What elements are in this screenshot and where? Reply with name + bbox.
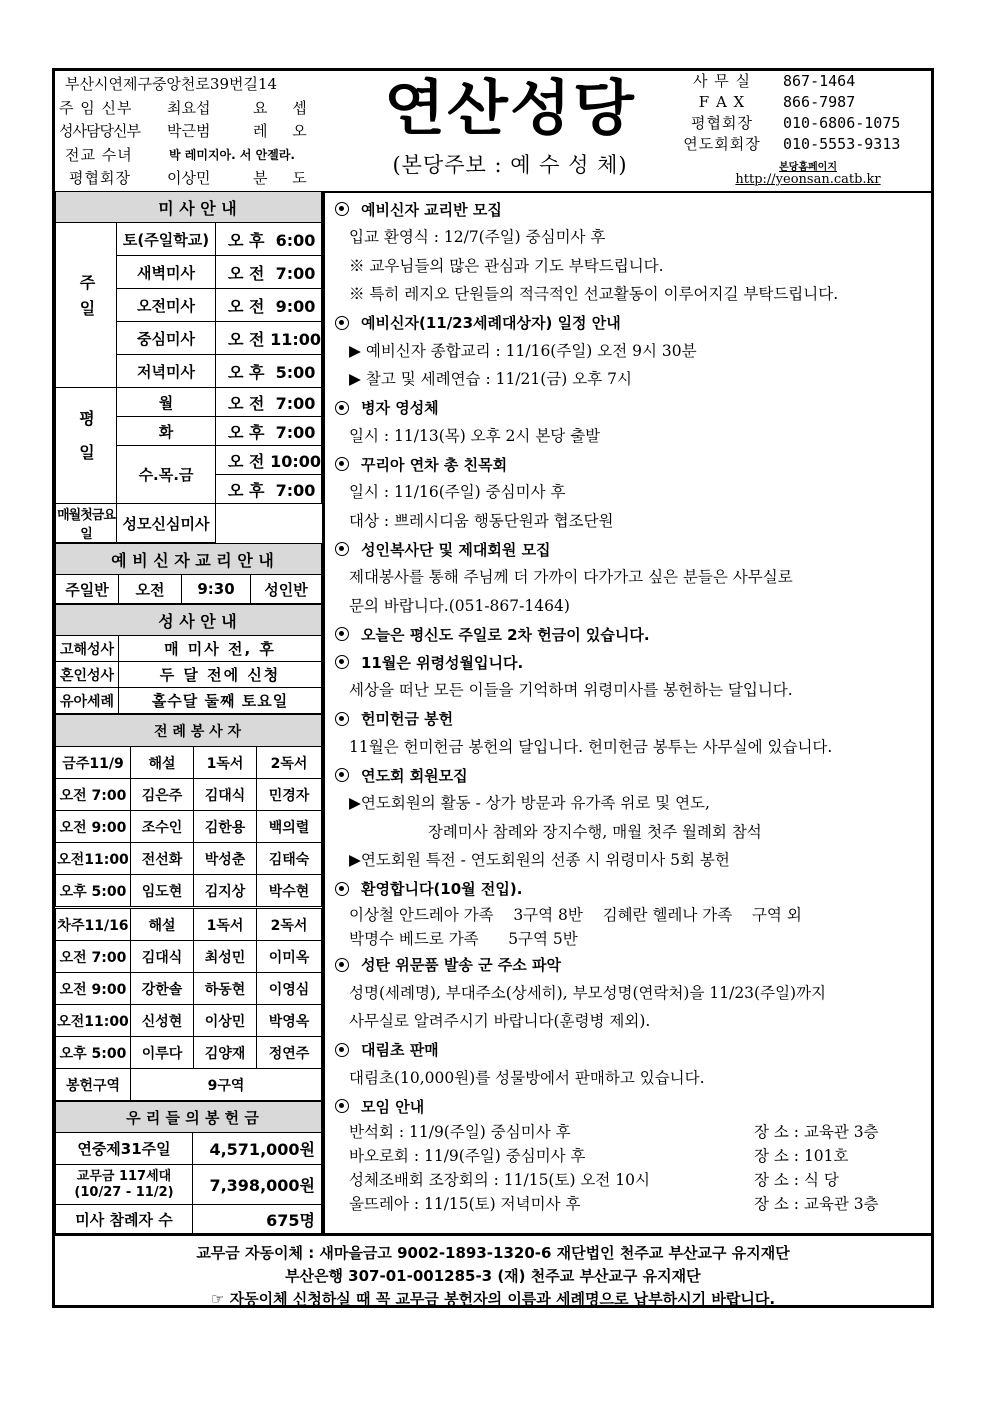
- attendance-label: 미사 참례자 수: [56, 1205, 193, 1235]
- notices: [327, 191, 931, 1216]
- notice-title: 환영합니다(10월 전입).: [335, 875, 931, 903]
- mass-time: 오 후 7:00: [216, 417, 322, 446]
- notice-line: ▶연도회원 특전 - 연도회원의 선종 시 위령미사 5회 봉헌: [349, 851, 730, 869]
- notice-line: 문의 바랍니다.(051-867-1464): [349, 596, 570, 615]
- section-title: 예 비 신 자 교 리 안 내: [56, 544, 322, 575]
- bullet-icon: [335, 768, 349, 782]
- sacrament-value: 홀수달 둘째 토요일: [119, 688, 322, 714]
- mass-name: 월: [117, 388, 216, 417]
- table-row: 오후 5:00 이루다 김양재 정연주: [56, 1037, 322, 1069]
- catechumen-time: 9:30: [182, 575, 251, 604]
- mass-name: 새벽미사: [117, 256, 216, 289]
- mass-time: 오 후 6:00: [216, 223, 322, 256]
- column-header: 2독서: [257, 908, 322, 941]
- notice-title: 예비신자 교리반 모집: [335, 195, 931, 223]
- sacraments-table: [55, 604, 322, 714]
- staff-row: [59, 167, 323, 188]
- staff-saint: 레 오: [253, 122, 317, 140]
- liturgy-ministers-table: [55, 714, 322, 1101]
- catechumen-class: 주일반: [56, 575, 119, 604]
- contact-yeondo-president: 연도회회장 010-5553-9313: [683, 135, 901, 153]
- mass-time: 오 전 10:00: [216, 446, 322, 475]
- notice-line: ※ 교우님들의 많은 관심과 기도 부탁드립니다.: [349, 256, 664, 275]
- notice-title: 11월은 위령성월입니다.: [335, 648, 931, 676]
- table-row: 오전11:00 신성현 이상민 박영옥: [56, 1005, 322, 1037]
- bullet-icon: [335, 1043, 349, 1057]
- auto-transfer-line: 교무금 자동이체 : 새마을금고 9002-1893-1320-6 재단법인 천주교 부산교구 유지재단: [196, 1244, 790, 1262]
- mass-name: 저녁미사: [117, 355, 216, 388]
- bullet-icon: [335, 655, 349, 669]
- parish-title: 연산성당: [384, 74, 636, 144]
- bullet-icon: [335, 202, 349, 216]
- notice-line: 성명(세례명), 부대주소(상세히), 부모성명(연락처)을 11/23(주일)까지: [349, 983, 827, 1002]
- contact-council-president: 평협회장 010-6806-1075: [691, 114, 901, 132]
- notice-line: 입교 환영식 : 12/7(주일) 중심미사 후: [349, 228, 606, 246]
- meeting-row: 성체조배회 조장회의 : 11/15(토) 오전 10시 장 소 : 식 당: [349, 1171, 839, 1189]
- notice-line: 일시 : 11/13(목) 오후 2시 본당 출발: [349, 426, 601, 445]
- mass-schedule-table: [55, 191, 322, 543]
- notice-title: 예비신자(11/23세례대상자) 일정 안내: [335, 309, 931, 337]
- notice-line: 장례미사 참례와 장지수행, 매월 첫주 월례회 참석: [349, 822, 762, 841]
- catechumen-table: [55, 543, 322, 604]
- notice-line: 대상 : 쁘레시디움 행동단원과 협조단원: [349, 511, 614, 530]
- notice-title: 모임 안내: [335, 1092, 931, 1120]
- notice-line: 대림초(10,000원)를 성물방에서 판매하고 있습니다.: [349, 1068, 705, 1087]
- staff-name: 이상민: [167, 169, 211, 187]
- notice-line: 일시 : 11/16(주일) 중심미사 후: [349, 483, 566, 501]
- notice-line: ▶연도회원의 활동 - 상가 방문과 유가족 위로 및 연도,: [349, 794, 710, 812]
- sacrament-value: 두 달 전에 신청: [119, 662, 322, 688]
- meeting-row: 바오로회 : 11/9(주일) 중심미사 후 장 소 : 101호: [349, 1147, 849, 1165]
- notice-line: 박명수 베드로 가족 5구역 5반: [349, 929, 578, 948]
- notice-line: ※ 특히 레지오 단원들의 적극적인 선교활동이 이루어지길 부탁드립니다.: [349, 285, 839, 303]
- sacrament-name: 혼인성사: [56, 662, 119, 688]
- bullet-icon: [335, 882, 349, 896]
- notice-title: 병자 영성체: [335, 394, 931, 422]
- bullet-icon: [335, 457, 349, 471]
- parish-info: [55, 71, 325, 191]
- staff-name: 최요섭: [167, 99, 211, 117]
- section-title: 성 사 안 내: [56, 605, 322, 636]
- table-row: 오전 9:00 조수인 김한용 백의렬: [56, 811, 322, 843]
- first-friday-value: 성모신심미사: [117, 504, 216, 543]
- notice-line: ☞ 자동이체 신청하실 때 꼭 교무금 봉헌자의 이름과 세례명으로 납부하시기 바랍니다.: [210, 1290, 776, 1308]
- mass-time: 오 전 7:00: [216, 388, 322, 417]
- footer-payment-info: [55, 1233, 931, 1308]
- table-row: 오전 9:00 강한솔 하동현 이영심: [56, 973, 322, 1005]
- staff-role: 성사담당신부: [59, 122, 140, 140]
- bullet-icon: [335, 1099, 349, 1113]
- staff-row: [59, 144, 295, 165]
- notice-title: 성인복사단 및 제대회원 모집: [335, 535, 931, 563]
- bullet-icon: [335, 401, 349, 415]
- notice-line: 제대봉사를 통해 주님께 더 가까이 다가가고 싶은 분들은 사무실로: [349, 568, 793, 586]
- notice-line: 이상철 안드레아 가족 3구역 8반 김혜란 헬레나 가족 구역 외: [349, 905, 802, 924]
- staff-row: [59, 120, 323, 141]
- offering-area-value: 9구역: [131, 1069, 322, 1101]
- homepage-link[interactable]: http://yeonsan.catb.kr: [735, 172, 881, 187]
- mass-name: 수.목.금: [117, 446, 216, 504]
- meeting-row: 울뜨레아 : 11/15(토) 저녁미사 후 장 소 : 교육관 3층: [349, 1195, 879, 1213]
- table-row: 오전 7:00 김대식 최성민 이미옥: [56, 941, 322, 973]
- contact-fax: F A X 866-7987: [698, 93, 856, 111]
- column-header: 1독서: [194, 747, 257, 779]
- staff-saint: 요 셉: [253, 99, 317, 117]
- bullet-icon: [335, 958, 349, 972]
- bank-account-line: 부산은행 307-01-001285-3 (재) 천주교 부산교구 유지재단: [285, 1267, 701, 1285]
- pointing-hand-icon: ☞: [210, 1290, 225, 1308]
- staff-role: 전교 수녀: [65, 146, 133, 164]
- catechumen-group: 성인반: [251, 575, 322, 604]
- offerings-table: [55, 1101, 322, 1235]
- mass-name: 토(주일학교): [117, 223, 216, 256]
- offering-value: 7,398,000원: [193, 1165, 322, 1205]
- first-friday-label: 매월첫금요일: [56, 504, 117, 543]
- section-title: 우 리 들 의 봉 헌 금: [56, 1102, 322, 1133]
- notice-line: ▶ 찰고 및 세례연습 : 11/21(금) 오후 7시: [349, 370, 632, 388]
- mass-name: 오전미사: [117, 289, 216, 322]
- bullet-icon: [335, 627, 349, 641]
- meeting-row: 반석회 : 11/9(주일) 중심미사 후 장 소 : 교육관 3층: [349, 1123, 879, 1141]
- notice-line: ▶ 예비신자 종합교리 : 11/16(주일) 오전 9시 30분: [349, 341, 697, 360]
- masthead: [360, 71, 660, 179]
- table-row: 오전11:00 전선화 박성춘 김태숙: [56, 843, 322, 875]
- left-column: [55, 191, 325, 1233]
- bullet-icon: [335, 316, 349, 330]
- section-title: 전 례 봉 사 자: [56, 715, 322, 747]
- weekday-label: 평일: [56, 388, 117, 504]
- notice-line: 사무실로 알려주시기 바랍니다(훈령병 제외).: [349, 1012, 651, 1030]
- bullet-icon: [335, 712, 349, 726]
- notice-title: 꾸리아 연차 총 친목회: [335, 450, 931, 478]
- staff-row: [59, 97, 323, 118]
- catechumen-ampm: 오전: [119, 575, 182, 604]
- column-header: 1독서: [194, 908, 257, 941]
- mass-time: 오 후 7:00: [216, 475, 322, 504]
- table-row: 오전 7:00 김은주 김대식 민경자: [56, 779, 322, 811]
- staff-name: 박근범: [167, 122, 211, 140]
- column-header: 해설: [131, 747, 194, 779]
- notice-title: 연도회 회원모집: [335, 761, 931, 789]
- staff-saint: 분 도: [253, 169, 317, 187]
- staff-role: 주 임 신부: [59, 99, 133, 117]
- week-label: 금주11/9: [56, 747, 131, 779]
- sacrament-name: 고해성사: [56, 636, 119, 662]
- sunday-label: 주일: [56, 223, 117, 388]
- mass-time: 오 전 11:00: [216, 322, 322, 355]
- notice-line: 세상을 떠난 모든 이들을 기억하며 위령미사를 봉헌하는 달입니다.: [349, 681, 793, 699]
- offering-area-label: 봉헌구역: [56, 1069, 131, 1101]
- sacrament-name: 유아세례: [56, 688, 119, 714]
- offering-label: 연중제31주일: [56, 1133, 193, 1165]
- week-label: 차주11/16: [56, 908, 131, 941]
- sacrament-value: 매 미사 전, 후: [119, 636, 322, 662]
- bullet-icon: [335, 542, 349, 556]
- notice-title: 헌미헌금 봉헌: [335, 705, 931, 733]
- bulletin-page: [52, 68, 934, 1308]
- staff-role: 평협회장: [69, 169, 131, 187]
- mass-time: 오 전 7:00: [216, 256, 322, 289]
- staff-name: 박 레미지아. 서 안젤라.: [169, 148, 295, 162]
- contact-office: 사 무 실 867-1464: [692, 72, 856, 90]
- section-title: 미 사 안 내: [56, 192, 322, 223]
- notice-line: 11월은 헌미헌금 봉헌의 달입니다. 헌미헌금 봉투는 사무실에 있습니다.: [349, 737, 833, 756]
- header: [55, 71, 931, 193]
- notice-title: 대림초 판매: [335, 1036, 931, 1064]
- homepage-label: 본당홈페이지: [779, 162, 837, 173]
- notice-title: 오늘은 평신도 주일로 2차 헌금이 있습니다.: [335, 620, 931, 648]
- column-header: 2독서: [257, 747, 322, 779]
- mass-name: 중심미사: [117, 322, 216, 355]
- bulletin-subtitle: (본당주보 : 예 수 성 체): [392, 153, 628, 177]
- column-header: 해설: [131, 908, 194, 941]
- mass-time: 오 전 9:00: [216, 289, 322, 322]
- mass-name: 화: [117, 417, 216, 446]
- notice-title: 성탄 위문품 발송 군 주소 파악: [335, 951, 931, 979]
- contacts: [667, 71, 929, 187]
- offering-value: 4,571,000원: [193, 1133, 322, 1165]
- offering-label: 교무금 117세대 (10/27 - 11/2): [56, 1165, 193, 1205]
- address: 부산시연제구중앙천로39번길14: [65, 75, 278, 93]
- table-row: 오후 5:00 임도현 김지상 박수현: [56, 875, 322, 908]
- attendance-value: 675명: [193, 1205, 322, 1235]
- mass-time: 오 후 5:00: [216, 355, 322, 388]
